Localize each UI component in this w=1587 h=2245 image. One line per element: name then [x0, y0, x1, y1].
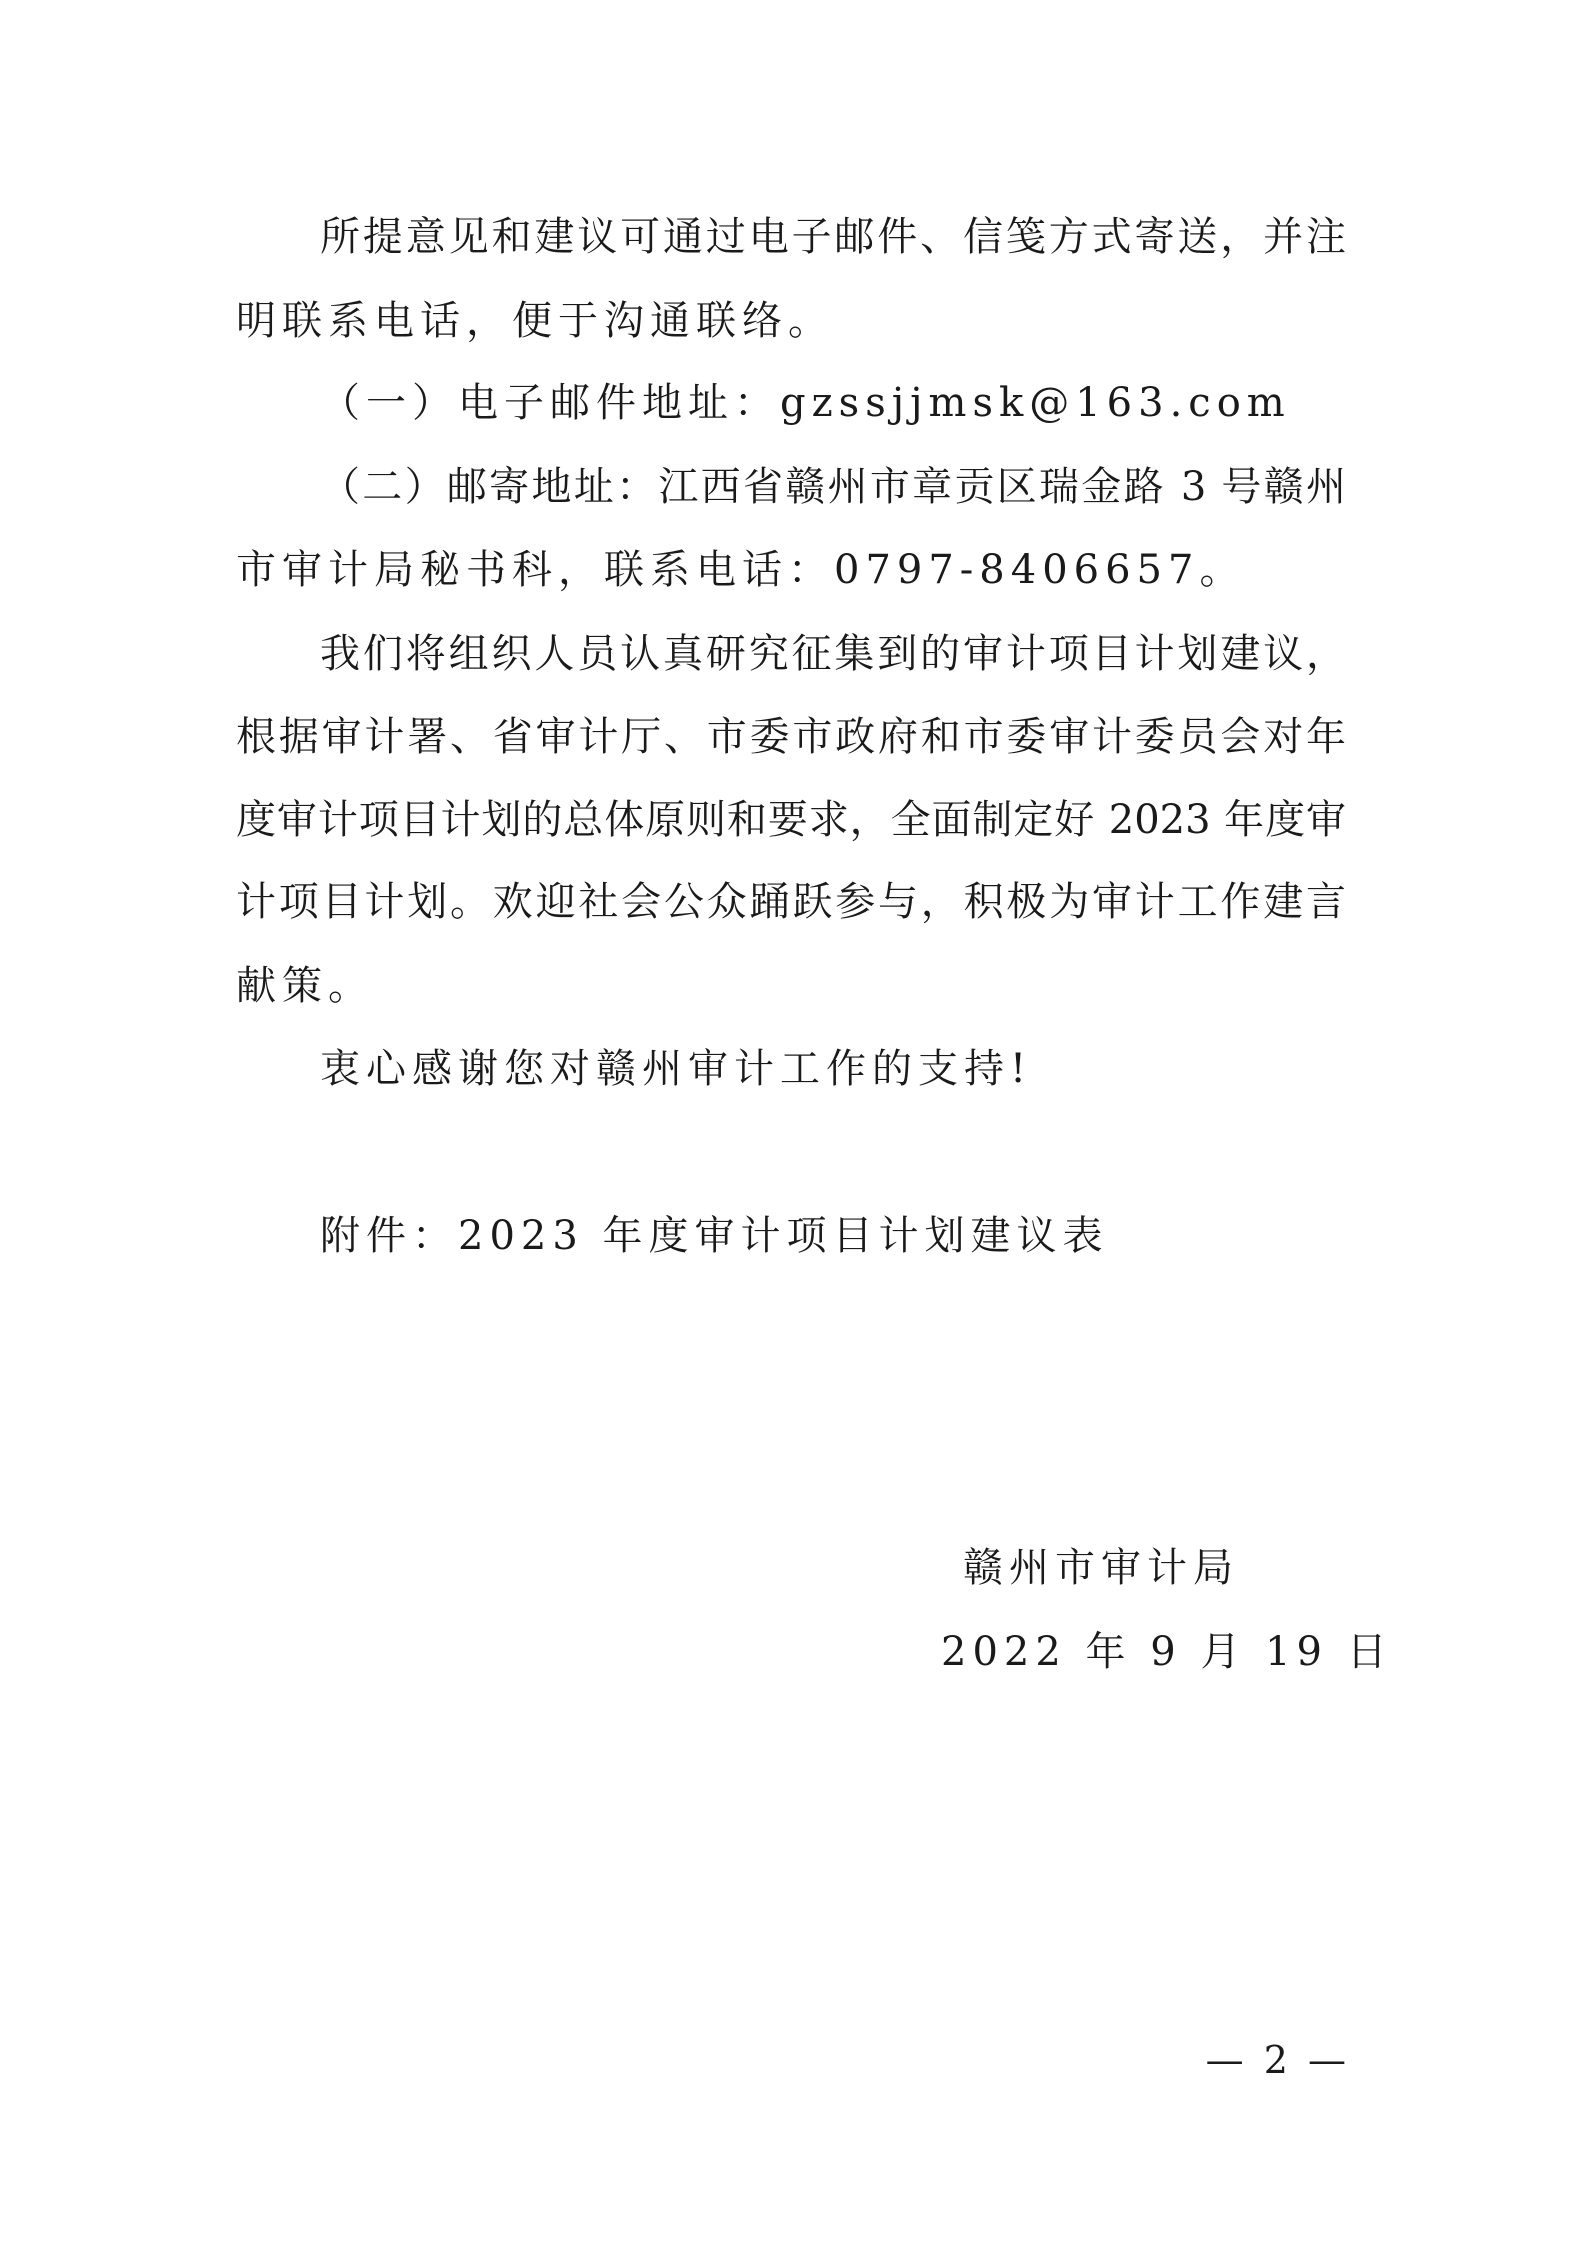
page-number: — 2 —: [1205, 2038, 1350, 2082]
email-item: （一）电子邮件地址：gzssjjmsk@163.com: [320, 380, 1291, 426]
para1-line1: 所提意见和建议可通过电子邮件、信笺方式寄送，并注: [320, 214, 1346, 260]
para2-line3: 度审计项目计划的总体原则和要求，全面制定好 2023 年度审: [236, 797, 1346, 843]
mail-item-line1: （二）邮寄地址：江西省赣州市章贡区瑞金路 3 号赣州: [320, 464, 1346, 510]
mail-item-line2: 市审计局秘书科，联系电话：0797-8406657。: [236, 547, 1246, 593]
para2-line2: 根据审计署、省审计厅、市委市政府和市委审计委员会对年: [236, 714, 1346, 760]
signature-date: 2022 年 9 月 19 日: [941, 1629, 1393, 1675]
attachment-line: 附件：2023 年度审计项目计划建议表: [320, 1213, 1109, 1259]
para2-line5: 献策。: [236, 963, 374, 1009]
signature-org: 赣州市审计局: [963, 1545, 1239, 1591]
thanks-line: 衷心感谢您对赣州审计工作的支持!: [320, 1046, 1033, 1092]
para2-line4: 计项目计划。欢迎社会公众踊跃参与，积极为审计工作建言: [236, 879, 1346, 925]
para2-line1: 我们将组织人员认真研究征集到的审计项目计划建议，: [320, 631, 1346, 677]
para1-line2: 明联系电话，便于沟通联络。: [236, 298, 834, 344]
